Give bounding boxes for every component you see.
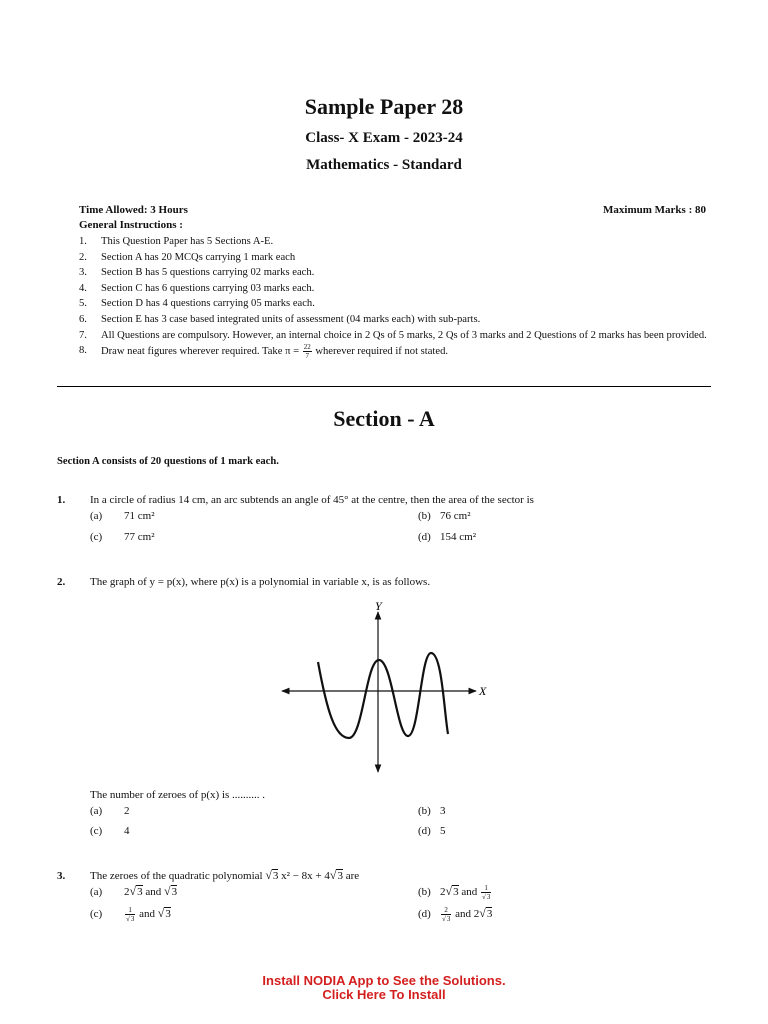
click-install-link[interactable]: Click Here To Install xyxy=(322,987,446,1002)
option-label: (c) xyxy=(90,531,103,543)
y-axis-label: Y xyxy=(375,599,382,613)
radicand: 3 xyxy=(130,915,135,923)
x-axis-label: X xyxy=(479,684,487,698)
radicand: 3 xyxy=(272,870,279,882)
instruction-item xyxy=(79,343,719,360)
section-note: Section A consists of 20 questions of 1 mark each. xyxy=(57,456,279,467)
question-text xyxy=(90,868,359,883)
instruction-number: 4. xyxy=(79,282,87,294)
option-label: (a) xyxy=(90,886,103,898)
fraction xyxy=(481,884,491,901)
paper-title: Sample Paper 28 xyxy=(304,94,464,119)
option-c xyxy=(90,825,130,837)
instruction-text-part: Draw neat figures wherever required. Take π = xyxy=(101,346,300,358)
instruction-item xyxy=(79,234,719,250)
radicand: 3 xyxy=(165,908,171,921)
question-number: 2. xyxy=(57,576,66,588)
coefficient: 2 xyxy=(124,886,130,898)
option-value: 3 xyxy=(440,805,446,817)
instruction-text-part: wherever required if not stated. xyxy=(315,346,449,358)
option-value: 2 xyxy=(124,805,130,817)
radicand: 3 xyxy=(453,886,459,899)
instruction-text: Section A has 20 MCQs carrying 1 mark each xyxy=(101,251,296,263)
conjunction: and xyxy=(455,908,471,921)
option-value: 4 xyxy=(124,825,130,837)
instruction-number: 2. xyxy=(79,251,87,263)
option-label: (d) xyxy=(418,531,431,543)
option-label: (c) xyxy=(90,825,103,837)
instruction-number: 3. xyxy=(79,267,87,279)
sqrt-symbol: √ xyxy=(329,868,337,882)
pi-fraction xyxy=(303,343,312,360)
instruction-text xyxy=(101,343,719,360)
option-a xyxy=(90,884,177,899)
option-c xyxy=(90,531,155,543)
time-allowed: Time Allowed: 3 Hours xyxy=(79,204,188,216)
question-text-part: The zeroes of the quadratic polynomial xyxy=(90,870,263,882)
polynomial-terms: x² − 8x + 4 xyxy=(281,870,330,882)
question-text: The graph of y = p(x), where p(x) is a polynomial in variable x, is as follows. xyxy=(90,576,431,588)
sqrt-symbol: √ xyxy=(479,906,486,921)
option-label: (a) xyxy=(90,510,103,522)
fraction-denominator: √3 xyxy=(442,915,451,923)
instruction-text: Section C has 6 questions carrying 03 marks each. xyxy=(101,282,315,294)
instruction-item xyxy=(79,265,719,281)
sqrt-symbol: √ xyxy=(445,884,453,899)
instruction-item xyxy=(79,328,719,344)
option-b xyxy=(418,510,471,522)
option-value: 5 xyxy=(440,825,446,837)
fraction-denominator: √3 xyxy=(126,915,135,923)
sqrt-symbol: √ xyxy=(265,868,272,882)
option-d xyxy=(418,825,446,837)
instruction-item xyxy=(79,281,719,297)
option-d xyxy=(418,906,492,923)
instruction-item xyxy=(79,296,719,312)
option-a xyxy=(90,510,155,522)
option-label: (a) xyxy=(90,805,103,817)
coefficient: 2 xyxy=(440,886,446,899)
option-label: (d) xyxy=(418,825,431,837)
conjunction: and xyxy=(139,908,155,921)
polynomial-curve xyxy=(318,653,448,738)
divider xyxy=(57,386,711,387)
instruction-number: 1. xyxy=(79,236,87,247)
fraction-denominator: 7 xyxy=(305,352,309,361)
fraction-numerator: 1 xyxy=(125,906,135,915)
radicand: 3 xyxy=(486,908,493,921)
conjunction: and xyxy=(145,886,162,898)
fraction xyxy=(441,906,451,923)
radicand: 3 xyxy=(486,893,491,901)
fraction-numerator: 2 xyxy=(441,906,451,915)
option-value: 154 cm² xyxy=(440,531,476,543)
conjunction: and xyxy=(461,886,478,899)
section-heading: Section - A xyxy=(333,406,435,431)
instruction-number: 7. xyxy=(79,329,87,341)
option-label: (b) xyxy=(418,886,431,899)
instruction-number: 5. xyxy=(79,298,87,310)
radicand: 3 xyxy=(171,886,178,898)
option-value: 71 cm² xyxy=(124,510,155,522)
radicand: 3 xyxy=(137,886,143,898)
option-value: 76 cm² xyxy=(440,510,471,522)
instruction-text: This Question Paper has 5 Sections A-E. xyxy=(101,236,274,247)
instruction-number: 8. xyxy=(79,345,87,357)
instruction-text: All Questions are compulsory. However, an internal choice in 2 Qs of 5 marks, 2 Qs of 3 marks and 2 Questions of 2 marks has been provided. xyxy=(101,329,707,341)
coefficient: 2 xyxy=(473,908,480,921)
exam-subtitle: Class- X Exam - 2023-24 xyxy=(305,130,463,146)
sqrt-symbol: √ xyxy=(157,906,165,921)
general-instructions-heading: General Instructions : xyxy=(79,219,183,231)
option-label: (c) xyxy=(90,908,103,921)
question-text-part: are xyxy=(345,870,360,882)
question-number: 3. xyxy=(57,870,66,882)
option-value: 77 cm² xyxy=(124,531,155,543)
instruction-text: Section E has 3 case based integrated units of assessment (04 marks each) with sub-parts. xyxy=(101,313,481,325)
radicand: 3 xyxy=(446,915,451,923)
instruction-item xyxy=(79,312,719,328)
subject-subtitle: Mathematics - Standard xyxy=(306,157,462,173)
instruction-text: Section D has 4 questions carrying 05 marks each. xyxy=(101,298,315,310)
instruction-text: Section B has 5 questions carrying 02 marks each. xyxy=(101,267,315,279)
polynomial-graph xyxy=(270,596,500,780)
question-followup: The number of zeroes of p(x) is .......... . xyxy=(90,789,266,801)
option-d xyxy=(418,531,476,543)
sqrt-symbol: √ xyxy=(129,884,137,898)
question-number: 1. xyxy=(57,494,66,506)
maximum-marks: Maximum Marks : 80 xyxy=(603,204,706,216)
option-label: (b) xyxy=(418,510,431,522)
question-text: In a circle of radius 14 cm, an arc subtends an angle of 45° at the centre, then the area of the sector is xyxy=(90,494,534,506)
install-app-link[interactable]: Install NODIA App to See the Solutions. xyxy=(262,973,506,988)
instruction-number: 6. xyxy=(79,313,87,325)
radicand: 3 xyxy=(337,870,343,882)
option-c xyxy=(90,906,171,923)
sqrt-symbol: √ xyxy=(163,884,171,898)
option-b xyxy=(418,884,492,901)
fraction xyxy=(125,906,135,923)
fraction-numerator: 22 xyxy=(303,343,311,352)
option-label: (d) xyxy=(418,908,431,921)
fraction-denominator: √3 xyxy=(481,893,491,901)
instruction-item xyxy=(79,250,719,266)
instructions-list xyxy=(79,234,719,360)
fraction-numerator: 1 xyxy=(481,884,491,893)
option-a xyxy=(90,805,130,817)
option-b xyxy=(418,805,446,817)
option-label: (b) xyxy=(418,805,431,817)
